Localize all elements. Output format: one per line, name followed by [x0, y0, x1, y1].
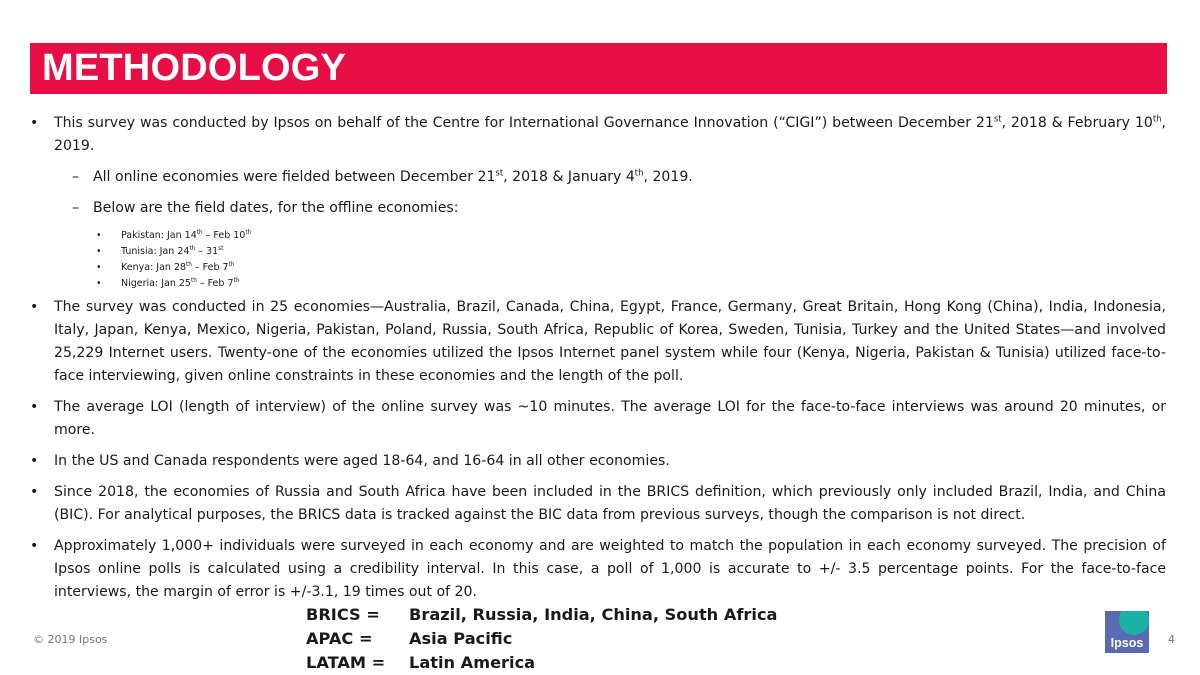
- copyright: © 2019 Ipsos: [33, 633, 108, 646]
- list-item-pakistan: [30, 228, 1166, 244]
- field-date-text: Tunisia: Jan 24: [121, 246, 190, 257]
- sub-bullet-text: All online economies were fielded between December 21: [93, 169, 496, 185]
- bullet-text: This survey was conducted by Ipsos on behalf of the Centre for International Governance Innovation (“CIGI”) between December 21: [54, 115, 994, 131]
- superscript: th: [189, 245, 196, 252]
- superscript: th: [245, 229, 252, 236]
- title-bar: [30, 43, 1167, 94]
- definition-full: Brazil, Russia, India, China, South Africa: [409, 605, 778, 624]
- superscript: th: [634, 167, 644, 178]
- superscript: th: [186, 261, 192, 268]
- bullet-brics: • Since 2018, the economies of Russia and South Africa have been included in the BRICS definition, which previously only included Brazil, India, and China (BIC). For analytical purposes, the BRICS data is tracked against the BIC data from previous surveys, though the comparison is not direct.: [30, 481, 1166, 527]
- logo-text: Ipsos: [1110, 636, 1144, 650]
- superscript: st: [218, 245, 224, 252]
- list-item-kenya: [30, 260, 1166, 276]
- field-date-text: – 31: [195, 246, 219, 257]
- definition-row: [306, 627, 777, 651]
- definition-row: [306, 603, 777, 627]
- page-number: 4: [1168, 633, 1175, 646]
- superscript: st: [495, 167, 504, 178]
- page-title: METHODOLOGY: [42, 47, 347, 89]
- definition-full: Asia Pacific: [409, 629, 513, 648]
- superscript: th: [190, 277, 197, 284]
- superscript: st: [993, 113, 1002, 124]
- definition-full: Latin America: [409, 653, 536, 672]
- methodology-content: [30, 112, 1166, 612]
- bullet-loi: • The average LOI (length of interview) of the online survey was ~10 minutes. The average LOI for the face-to-face interviews was around 20 minutes, or more.: [30, 396, 1166, 442]
- field-date-text: Kenya: Jan 28: [121, 262, 187, 273]
- bullet-precision: • Approximately 1,000+ individuals were surveyed in each economy and are weighted to match the population in each economy surveyed. The precision of Ipsos online polls is calculated using a credibility interval. In this case, a poll of 1,000 is accurate to +/- 3.5 percentage points. For the face-to-face interviews, the margin of error is +/-3.1, 19 times out of 20.: [30, 535, 1166, 604]
- bullet-text: , 2018 & February 10: [1001, 115, 1153, 131]
- definitions-block: [306, 603, 777, 675]
- field-date-text: – Feb 10: [202, 230, 246, 241]
- field-date-text: Nigeria: Jan 25: [121, 278, 191, 289]
- sub-bullet-text: , 2019.: [643, 169, 693, 185]
- bullet-economies: • The survey was conducted in 25 economies—Australia, Brazil, Canada, China, Egypt, France, Germany, Great Britain, Hong Kong (China), India, Indonesia, Italy, Japan, Kenya, Mexico, Nigeria, Pakistan, Poland, Russia, South Africa, Republic of Korea, Sweden, Tunisia, Turkey and the United States—and involved 25,229 Internet users. Twenty-one of the economies utilized the Ipsos Internet panel system while four (Kenya, Nigeria, Pakistan & Tunisia) utilized face-to-face interviewing, given online constraints in these economies and the length of the poll.: [30, 296, 1166, 388]
- definition-row: [306, 651, 777, 675]
- offline-field-dates-list: [30, 228, 1166, 292]
- bullet-ages: • In the US and Canada respondents were aged 18-64, and 16-64 in all other economies.: [30, 450, 1166, 473]
- definition-abbr: APAC =: [306, 629, 373, 648]
- bullet-survey-dates: [30, 112, 1166, 158]
- field-date-text: – Feb 7: [196, 278, 234, 289]
- logo-shape: [1119, 611, 1149, 635]
- ipsos-logo: [1105, 611, 1149, 653]
- superscript: th: [1152, 113, 1162, 124]
- sub-bullet-text: , 2018 & January 4: [503, 169, 635, 185]
- definition-abbr: BRICS =: [306, 605, 380, 624]
- field-date-text: – Feb 7: [191, 262, 229, 273]
- list-item-tunisia: [30, 244, 1166, 260]
- superscript: th: [228, 261, 235, 268]
- superscript: th: [233, 277, 240, 284]
- definition-abbr: LATAM =: [306, 653, 386, 672]
- field-date-text: Pakistan: Jan 14: [121, 230, 197, 241]
- sub-bullet-online-dates: [30, 166, 1166, 189]
- bullet-text: , 2019.: [54, 115, 1166, 154]
- sub-bullet-text: Below are the field dates, for the offline economies:: [93, 200, 459, 216]
- sub-bullet-offline-dates: [30, 197, 1166, 220]
- superscript: th: [196, 229, 203, 236]
- list-item-nigeria: [30, 276, 1166, 292]
